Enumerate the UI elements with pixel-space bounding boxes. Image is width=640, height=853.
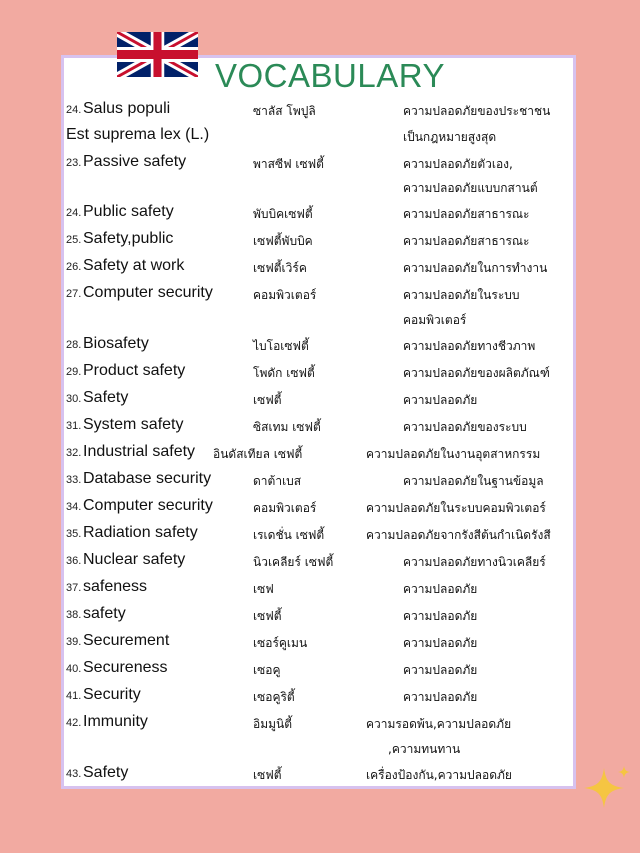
vocab-row <box>0 389 640 415</box>
row-number: 43. <box>66 768 82 780</box>
row-number: 33. <box>66 474 82 486</box>
row-number: 35. <box>66 528 82 540</box>
vocab-row <box>0 153 640 179</box>
thai-reading: เซอคู <box>253 663 281 677</box>
row-number: 24. <box>66 207 82 219</box>
english-term: Immunity <box>83 713 148 730</box>
thai-reading: เซอคูริตี้ <box>253 690 295 704</box>
page-title: VOCABULARY <box>215 57 445 94</box>
vocab-row <box>0 524 640 550</box>
row-number: 39. <box>66 636 82 648</box>
english-term: Database security <box>83 470 212 487</box>
english-term: Radiation safety <box>83 524 198 541</box>
thai-meaning: ความปลอดภัยในระบบคอมพิวเตอร์ <box>366 501 546 515</box>
row-number: 37. <box>66 582 82 594</box>
english-term: safety <box>83 605 126 622</box>
thai-reading: อินดัสเทียล เซฟตี้ <box>213 447 303 461</box>
thai-reading: นิวเคลียร์ เซฟตี้ <box>253 555 334 569</box>
thai-meaning: ความปลอดภัยจากรังสีต้นกำเนิดรังสี <box>366 528 551 542</box>
english-term: Secureness <box>83 659 168 676</box>
vocab-row <box>0 416 640 442</box>
vocab-row <box>0 659 640 685</box>
thai-meaning: ความปลอดภัยทางชีวภาพ <box>403 339 536 353</box>
thai-reading: เรเดชั่น เซฟตี้ <box>253 528 325 542</box>
vocab-row <box>0 230 640 256</box>
thai-meaning: ความปลอดภัยของระบบ <box>403 420 527 434</box>
row-number: 27. <box>66 288 82 300</box>
thai-meaning: เครื่องป้องกัน,ความปลอดภัย <box>366 768 512 782</box>
english-term: Computer security <box>83 497 213 514</box>
english-term: Passive safety <box>83 153 187 170</box>
thai-meaning: ,ความทนทาน <box>388 742 461 756</box>
vocab-row-continuation <box>0 177 640 203</box>
english-term: Public safety <box>83 203 174 220</box>
thai-meaning: ความปลอดภัยในระบบ <box>403 288 520 302</box>
vocab-row <box>0 100 640 126</box>
vocab-row <box>0 497 640 523</box>
thai-meaning: ความปลอดภัย <box>403 393 478 407</box>
uk-flag-icon <box>117 32 198 77</box>
vocab-row <box>0 443 640 469</box>
thai-reading: ไบโอเซฟตี้ <box>253 339 309 353</box>
english-term: Securement <box>83 632 170 649</box>
english-term: Biosafety <box>83 335 149 352</box>
thai-meaning: ความปลอดภัย <box>403 609 478 623</box>
thai-reading: ซาลัส โพปูลิ <box>253 104 316 118</box>
thai-reading: เซฟตี้ <box>253 609 282 623</box>
thai-reading: ซิสเทม เซฟตี้ <box>253 420 321 434</box>
thai-meaning: เป็นกฎหมายสูงสุด <box>403 130 497 144</box>
thai-reading: คอมพิวเตอร์ <box>253 288 317 302</box>
vocab-row <box>0 362 640 388</box>
english-term: Safety <box>83 764 129 781</box>
vocab-row <box>0 578 640 604</box>
row-number: 23. <box>66 157 82 169</box>
english-term: Salus populi <box>83 100 171 117</box>
row-number: 31. <box>66 420 82 432</box>
vocab-row <box>0 284 640 310</box>
thai-meaning: ความปลอดภัยของผลิตภัณฑ์ <box>403 366 550 380</box>
row-number: 28. <box>66 339 82 351</box>
english-term: Nuclear safety <box>83 551 186 568</box>
english-term: Security <box>83 686 141 703</box>
thai-reading: อิมมูนิตี้ <box>253 717 293 731</box>
thai-meaning: คอมพิวเตอร์ <box>403 313 467 327</box>
row-number: 25. <box>66 234 82 246</box>
row-number: 38. <box>66 609 82 621</box>
vocab-row <box>0 551 640 577</box>
vocab-row <box>0 126 640 152</box>
thai-meaning: ความปลอดภัย <box>403 690 478 704</box>
thai-reading: คอมพิวเตอร์ <box>253 501 317 515</box>
thai-meaning: ความปลอดภัยในงานอุตสาหกรรม <box>366 447 541 461</box>
sparkle-icon <box>578 762 634 818</box>
thai-meaning: ความปลอดภัยตัวเอง, <box>403 157 513 171</box>
vocab-row-continuation <box>0 738 640 764</box>
thai-reading: พาสซีฟ เซฟตี้ <box>253 157 324 171</box>
thai-reading: เซฟ <box>253 582 274 596</box>
row-number: 29. <box>66 366 82 378</box>
english-term: Industrial safety <box>83 443 196 460</box>
thai-reading: โพดัก เซฟตี้ <box>253 366 315 380</box>
row-number: 34. <box>66 501 82 513</box>
vocab-row <box>0 335 640 361</box>
english-term: Safety at work <box>83 257 185 274</box>
thai-reading: พับบิคเซฟตี้ <box>253 207 313 221</box>
thai-meaning: ความปลอดภัยในฐานข้อมูล <box>403 474 544 488</box>
thai-meaning: ความปลอดภัยในการทำงาน <box>403 261 548 275</box>
english-term: Safety <box>83 389 129 406</box>
thai-reading: เซฟตี้พับบิค <box>253 234 313 248</box>
vocab-row <box>0 203 640 229</box>
vocab-row <box>0 686 640 712</box>
english-term: safeness <box>83 578 148 595</box>
thai-meaning: ความปลอดภัยสาธารณะ <box>403 207 530 221</box>
row-number: 36. <box>66 555 82 567</box>
thai-reading: ดาต้าเบส <box>253 474 302 488</box>
thai-meaning: ความปลอดภัยสาธารณะ <box>403 234 530 248</box>
thai-meaning: ความปลอดภัยทางนิวเคลียร์ <box>403 555 546 569</box>
row-number: 40. <box>66 663 82 675</box>
thai-meaning: ความปลอดภัยแบบกสานต์ <box>403 181 538 195</box>
thai-reading: เซฟตี้ <box>253 768 282 782</box>
vocab-row <box>0 632 640 658</box>
row-number: 26. <box>66 261 82 273</box>
english-term: System safety <box>83 416 184 433</box>
vocab-row <box>0 257 640 283</box>
row-number: 24. <box>66 104 82 116</box>
vocab-row <box>0 713 640 739</box>
row-number: 42. <box>66 717 82 729</box>
thai-meaning: ความรอดพ้น,ความปลอดภัย <box>366 717 512 731</box>
vocab-row <box>0 605 640 631</box>
english-term: Safety,public <box>83 230 174 247</box>
english-term: Product safety <box>83 362 186 379</box>
thai-meaning: ความปลอดภัยของประชาชน <box>403 104 551 118</box>
english-term: Computer security <box>83 284 213 301</box>
row-number: 32. <box>66 447 82 459</box>
row-number: 30. <box>66 393 82 405</box>
thai-meaning: ความปลอดภัย <box>403 582 478 596</box>
thai-reading: เซฟตี้ <box>253 393 282 407</box>
thai-reading: เซอร์คูเมน <box>253 636 308 650</box>
thai-reading: เซฟตี้เวิร์ค <box>253 261 307 275</box>
thai-meaning: ความปลอดภัย <box>403 663 478 677</box>
vocab-row <box>0 764 640 790</box>
thai-meaning: ความปลอดภัย <box>403 636 478 650</box>
vocab-row-continuation <box>0 309 640 335</box>
english-term: Est suprema lex (L.) <box>66 126 210 143</box>
vocab-row <box>0 470 640 496</box>
row-number: 41. <box>66 690 82 702</box>
